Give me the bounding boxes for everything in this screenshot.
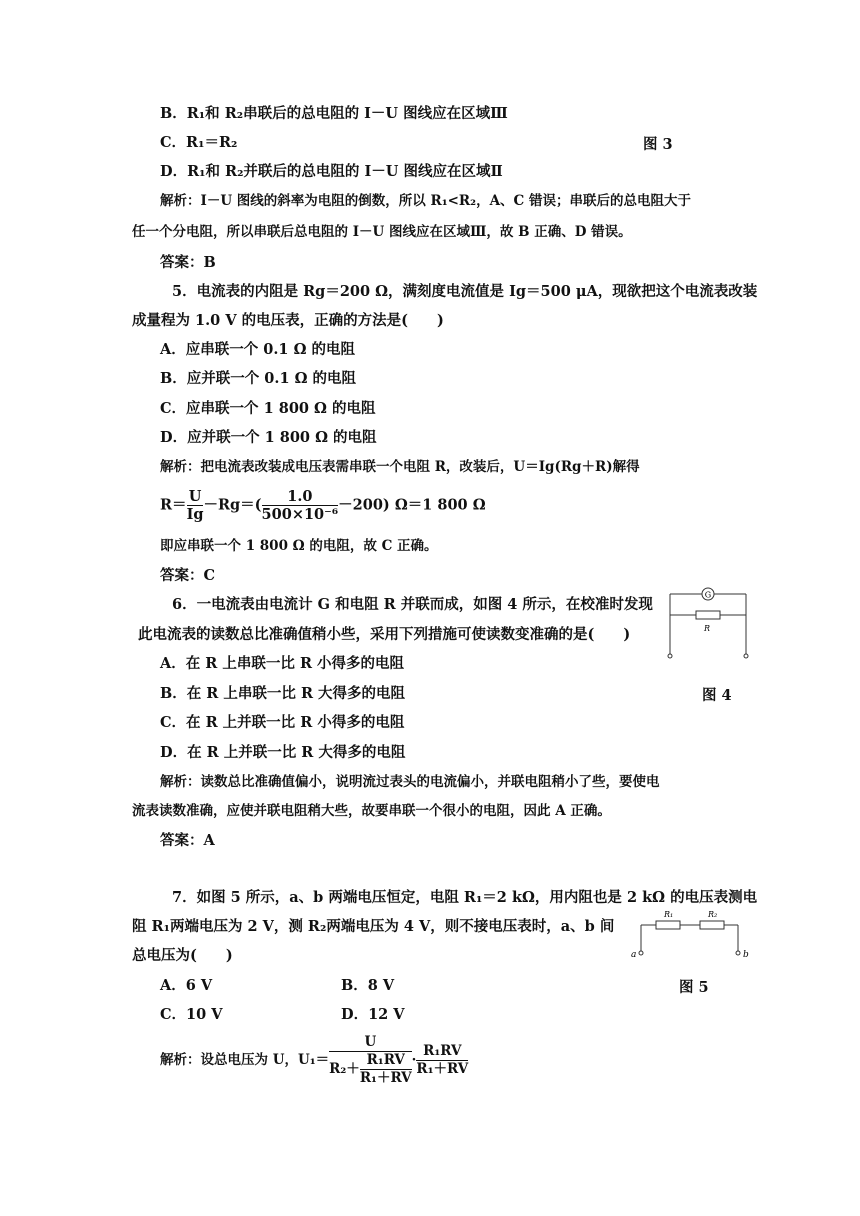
eq2-dot: ·: [411, 1052, 417, 1068]
question-5-line1: 5．电流表的内阻是 Rg＝200 Ω，满刻度电流值是 Ig＝500 μA，现欲把这个电流表改装: [172, 283, 758, 300]
b-symbol: b: [743, 950, 749, 960]
figure-5-circuit: [630, 903, 754, 961]
option-c-q6: C．在 R 上并联一比 R 小得多的电阻: [160, 714, 405, 731]
equation-r: [160, 488, 486, 523]
option-d-q4: D．R₁和 R₂并联后的总电阻的 I－U 图线应在区域Ⅱ: [160, 163, 503, 180]
analysis-q7-prefix: 解析：设总电压为 U，U₁＝: [160, 1052, 330, 1068]
option-c-q4: C．R₁＝R₂: [160, 134, 238, 151]
option-a-q7: A．6 V: [160, 977, 213, 994]
option-d-q6: D．在 R 上并联一比 R 大得多的电阻: [160, 744, 406, 761]
question-7-line3: 总电压为( ): [132, 947, 233, 964]
eq2-main-num: U: [329, 1034, 412, 1052]
eq2-right-num: R₁RV: [416, 1043, 468, 1061]
analysis-q4-line1: 解析：I－U 图线的斜率为电阻的倒数，所以 R₁<R₂，A、C 错误；串联后的总电阻大于: [160, 193, 691, 209]
figure-5-label: 图 5: [679, 979, 709, 996]
option-a-q6: A．在 R 上串联一比 R 小得多的电阻: [160, 655, 405, 672]
r2-symbol: R₂: [708, 910, 718, 919]
question-7-line2: 阻 R₁两端电压为 2 V，测 R₂两端电压为 4 V，则不接电压表时，a、b 间: [132, 918, 615, 935]
option-a-q5: A．应串联一个 0.1 Ω 的电阻: [160, 341, 356, 358]
eq-minus-rg: －Rg＝(: [203, 496, 262, 514]
eq-value-num: 1.0: [262, 488, 339, 506]
eq-rest: －200) Ω＝1 800 Ω: [338, 496, 486, 514]
a-symbol: a: [631, 950, 637, 960]
analysis-q5-line1: 解析：把电流表改装成电压表需串联一个电阻 R，改装后，U＝Ig(Rg＋R)解得: [160, 459, 640, 475]
analysis-q4-line2: 任一个分电阻，所以串联后总电阻的 I－U 图线应在区域Ⅲ，故 B 正确、D 错误。: [132, 224, 632, 240]
eq2-main-frac: [329, 1034, 412, 1087]
answer-q6: 答案：A: [160, 832, 215, 849]
option-c-q7: C．10 V: [160, 1006, 223, 1023]
r-symbol: R: [704, 624, 711, 633]
answer-q5: 答案：C: [160, 567, 216, 584]
eq2-inner-den: R₁＋RV: [359, 1070, 412, 1086]
question-6-line1: 6．一电流表由电流计 G 和电阻 R 并联而成，如图 4 所示，在校准时发现: [172, 596, 653, 613]
eq2-right-den: R₁＋RV: [416, 1061, 469, 1077]
option-c-q5: C．应串联一个 1 800 Ω 的电阻: [160, 400, 376, 417]
option-b-q4: B．R₁和 R₂串联后的总电阻的 I－U 图线应在区域Ⅲ: [160, 105, 508, 122]
r1-symbol: R₁: [664, 910, 674, 919]
figure-3-label: 图 3: [643, 136, 673, 153]
option-b-q6: B．在 R 上串联一比 R 大得多的电阻: [160, 685, 406, 702]
eq-value-den: 500×10⁻⁶: [261, 506, 339, 523]
eq2-inner-frac: [360, 1052, 412, 1087]
eq2-inner-num: R₁RV: [360, 1052, 412, 1070]
option-d-q5: D．应并联一个 1 800 Ω 的电阻: [160, 429, 377, 446]
equation-u1: [160, 1034, 468, 1087]
eq-frac-num: U: [187, 488, 204, 506]
figure-4-label: 图 4: [702, 687, 732, 704]
eq-frac-value: [262, 488, 339, 523]
eq-lhs: R＝: [160, 496, 187, 514]
eq2-den-prefix: R₂＋: [329, 1061, 360, 1077]
figure-4-circuit: [660, 582, 756, 664]
eq-frac-u-ig: [187, 488, 204, 523]
question-7-line1: 7．如图 5 所示，a、b 两端电压恒定，电阻 R₁＝2 kΩ，用内阻也是 2 kΩ 的电压表测电: [172, 889, 758, 906]
g-symbol: G: [704, 590, 712, 600]
question-6-line2: 此电流表的读数总比准确值稍小些，采用下列措施可使读数变准确的是( ): [138, 626, 631, 643]
option-b-q7: B．8 V: [341, 977, 395, 994]
option-d-q7: D．12 V: [341, 1006, 405, 1023]
option-b-q5: B．应并联一个 0.1 Ω 的电阻: [160, 370, 357, 387]
question-5-line2: 成量程为 1.0 V 的电压表，正确的方法是( ): [132, 312, 444, 329]
eq-frac-den: Ig: [186, 506, 204, 523]
eq2-right-frac: [416, 1043, 468, 1078]
answer-q4: 答案：B: [160, 254, 216, 271]
eq2-main-den: [329, 1052, 412, 1087]
analysis-q5-line3: 即应串联一个 1 800 Ω 的电阻，故 C 正确。: [160, 538, 438, 554]
analysis-q6-line2: 流表读数准确，应使并联电阻稍大些，故要串联一个很小的电阻，因此 A 正确。: [132, 803, 611, 819]
analysis-q6-line1: 解析：读数总比准确值偏小，说明流过表头的电流偏小，并联电阻稍小了些，要使电: [160, 774, 660, 790]
